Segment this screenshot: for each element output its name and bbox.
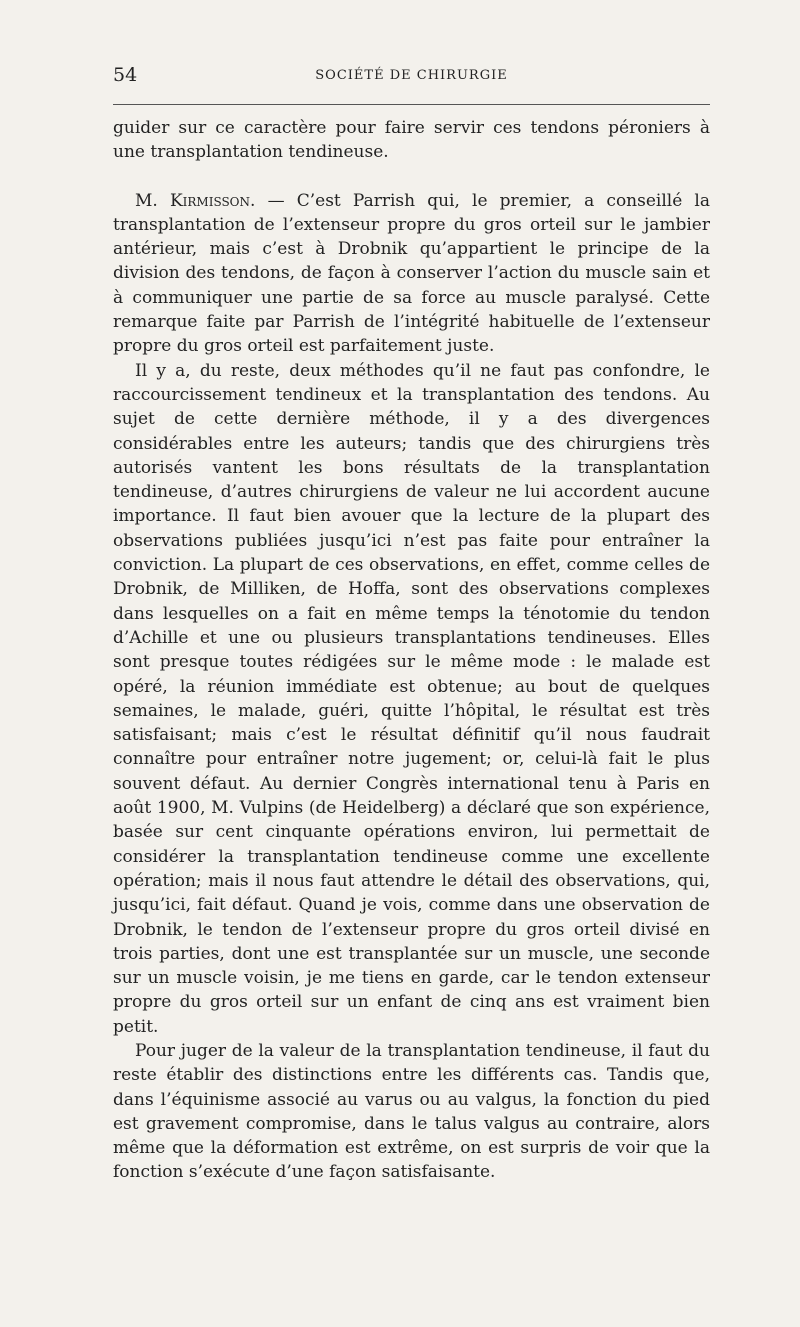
running-head: SOCIÉTÉ DE CHIRURGIE bbox=[315, 68, 508, 83]
page-header bbox=[113, 64, 710, 92]
paragraph-text: — C’est Parrish qui, le premier, a conseillé la transplantation de l’extenseur propre du gros orteil sur le jambier antérieur, mais c’est à Drobnik qu’appartient le principe de la division des tendons, de façon à conserver l’action du muscle sain et à communiquer une partie de sa force au muscle paralysé. Cette remarque faite par Parrish de l’intégrité habituelle de l’extenseur propre du gros orteil est parfaitement juste. bbox=[113, 190, 710, 357]
speaker-name: M. Kirmisson. bbox=[135, 190, 256, 211]
body-text bbox=[113, 116, 710, 1185]
paragraph-methods: Il y a, du reste, deux méthodes qu’il ne faut pas confondre, le raccourcissement tendineux et la transplantation des tendons. Au sujet de cette dernière méthode, il y a des divergences considérables entre les auteurs; tandis que des chirurgiens très autorisés vantent les bons résultats de la transplantation tendineuse, d’autres chirurgiens de valeur ne lui accordent aucune importance. Il faut bien avouer que la lecture de la plupart des observations publiées jusqu’ici n’est pas faite pour entraîner la conviction. La plupart de ces observations, en effet, comme celles de Drobnik, de Milliken, de Hoffa, sont des observations complexes dans lesquelles on a fait en même temps la ténotomie du tendon d’Achille et une ou plusieurs transplantations tendineuses. Elles sont presque toutes rédigées sur le même mode : le malade est opéré, la réunion immédiate est obtenue; au bout de quelques semaines, le malade, guéri, quitte l’hôpital, le résultat est très satisfaisant; mais c’est le résultat définitif qu’il nous faudrait connaître pour entraîner notre jugement; or, celui-là fait le plus souvent défaut. Au dernier Congrès international tenu à Paris en août 1900, M. Vulpins (de Heidelberg) a déclaré que son expérience, basée sur cent cinquante opérations environ, lui permettait de considérer la transplantation tendineuse comme une excellente opération; mais il nous faut attendre le détail des observations, qui, jusqu’ici, fait défaut. Quand je vois, comme dans une observation de Drobnik, le tendon de l’extenseur propre du gros orteil divisé en trois parties, dont une est transplantée sur un muscle, une seconde sur un muscle voisin, je me tiens en garde, car le tendon extenseur propre du gros orteil sur un enfant de cinq ans est vraiment bien petit. bbox=[113, 360, 710, 1037]
page-number: 54 bbox=[113, 64, 138, 86]
paragraph-continuation: guider sur ce caractère pour faire servir ces tendons péroniers à une transplantation tendineuse. bbox=[113, 118, 710, 163]
paragraph-kirmisson bbox=[113, 189, 710, 359]
paragraph-valeur: Pour juger de la valeur de la transplantation tendineuse, il faut du reste établir des distinctions entre les différents cas. Tandis que, dans l’équinisme associé au varus ou au valgus, la fonction du pied est gravement compromise, dans le talus valgus au contraire, alors même que la déformation est extrême, on est surpris de voir que la fonction s’exécute d’une façon satisfaisante. bbox=[113, 1040, 710, 1183]
header-rule bbox=[113, 104, 710, 105]
